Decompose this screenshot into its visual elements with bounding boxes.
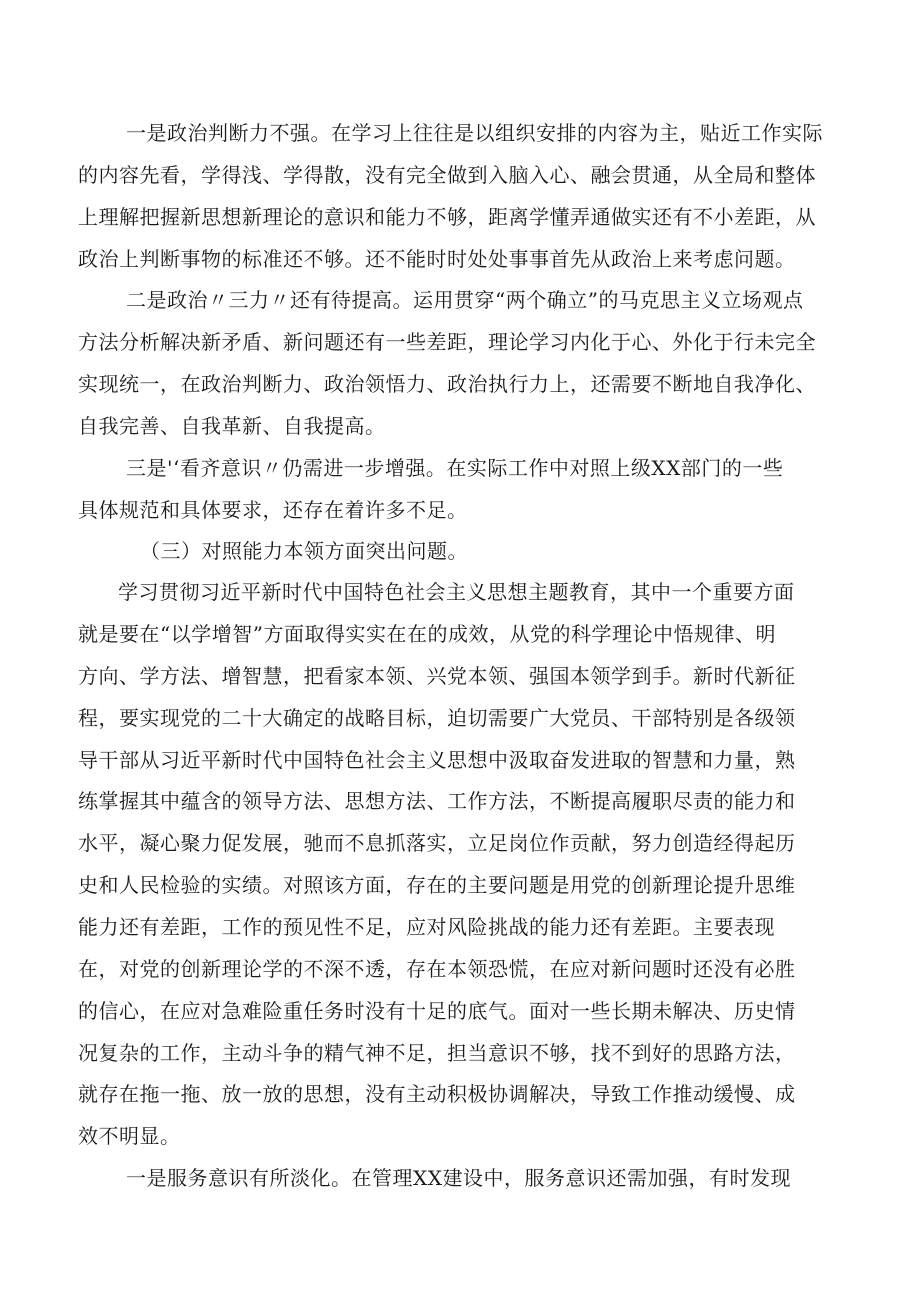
text-line: 一是服务意识有所淡化。在管理XX建设中，服务意识还需加强，有时发现 bbox=[126, 1166, 791, 1190]
text-line: 方法分析解决新矛盾、新问题还有一些差距，理论学习内化于心、外化于行未完全 bbox=[78, 330, 816, 354]
text-line: 况复杂的工作，主动斗争的精气神不足，担当意识不够，找不到好的思路方法， bbox=[78, 1041, 796, 1065]
section-heading: （三）对照能力本领方面突出问题。 bbox=[140, 539, 468, 563]
text-line: 程，要实现党的二十大确定的战略目标，迫切需要广大党员、干部特别是各级领 bbox=[78, 706, 796, 730]
text-line: 能力还有差距，工作的预见性不足，应对风险挑战的能力还有差距。主要表现 bbox=[78, 915, 775, 939]
text-line: 在，对党的创新理论学的不深不透，存在本领恐慌，在应对新问题时还没有必胜 bbox=[78, 957, 796, 981]
text-line: 方向、学方法、增智慧，把看家本领、兴党本领、强国本领学到手。新时代新征 bbox=[78, 664, 796, 688]
text-line: 的信心，在应对急难险重任务时没有十足的底气。面对一些长期未解决、历史情 bbox=[78, 999, 796, 1023]
text-line: 水平，凝心聚力促发展，驰而不息抓落实，立足岗位作贡献，努力创造经得起历 bbox=[78, 831, 796, 855]
text-line: 具体规范和具体要求，还存在着许多不足。 bbox=[78, 498, 468, 522]
text-line: 导干部从习近平新时代中国特色社会主义思想中汲取奋发进取的智慧和力量，熟 bbox=[78, 748, 796, 772]
text-line: 自我完善、自我革新、自我提高。 bbox=[78, 414, 386, 438]
text-line: 就存在拖一拖、放一放的思想，没有主动积极协调解决，导致工作推动缓慢、成 bbox=[78, 1082, 796, 1106]
text-line: 学习贯彻习近平新时代中国特色社会主义思想主题教育，其中一个重要方面 bbox=[118, 580, 795, 604]
text-line: 三是'‘看齐意识〃仍需进一步增强。在实际工作中对照上级XX部门的一些 bbox=[126, 456, 784, 480]
text-line: 上理解把握新思想新理论的意识和能力不够，距离学懂弄通做实还有不小差距，从 bbox=[78, 205, 816, 229]
text-line: 的内容先看，学得浅、学得散，没有完全做到入脑入心、融会贯通，从全局和整体 bbox=[78, 163, 816, 187]
text-line: 一是政治判断力不强。在学习上往往是以组织安排的内容为主，贴近工作实际 bbox=[126, 121, 823, 145]
text-line: 效不明显。 bbox=[78, 1124, 181, 1148]
text-line: 二是政治〃三力〃还有待提高。运用贯穿“两个确立”的马克思主义立场观点 bbox=[126, 288, 804, 312]
text-line: 实现统一，在政治判断力、政治领悟力、政治执行力上，还需要不断地自我净化、 bbox=[78, 372, 816, 396]
text-line: 史和人民检验的实绩。对照该方面，存在的主要问题是用党的创新理论提升思维 bbox=[78, 873, 796, 897]
text-line: 练掌握其中蕴含的领导方法、思想方法、工作方法，不断提高履职尽责的能力和 bbox=[78, 789, 796, 813]
text-line: 政治上判断事物的标准还不够。还不能时时处处事事首先从政治上来考虑问题。 bbox=[78, 247, 796, 271]
text-line: 就是要在“以学增智”方面取得实实在在的成效，从党的科学理论中悟规律、明 bbox=[78, 622, 776, 646]
